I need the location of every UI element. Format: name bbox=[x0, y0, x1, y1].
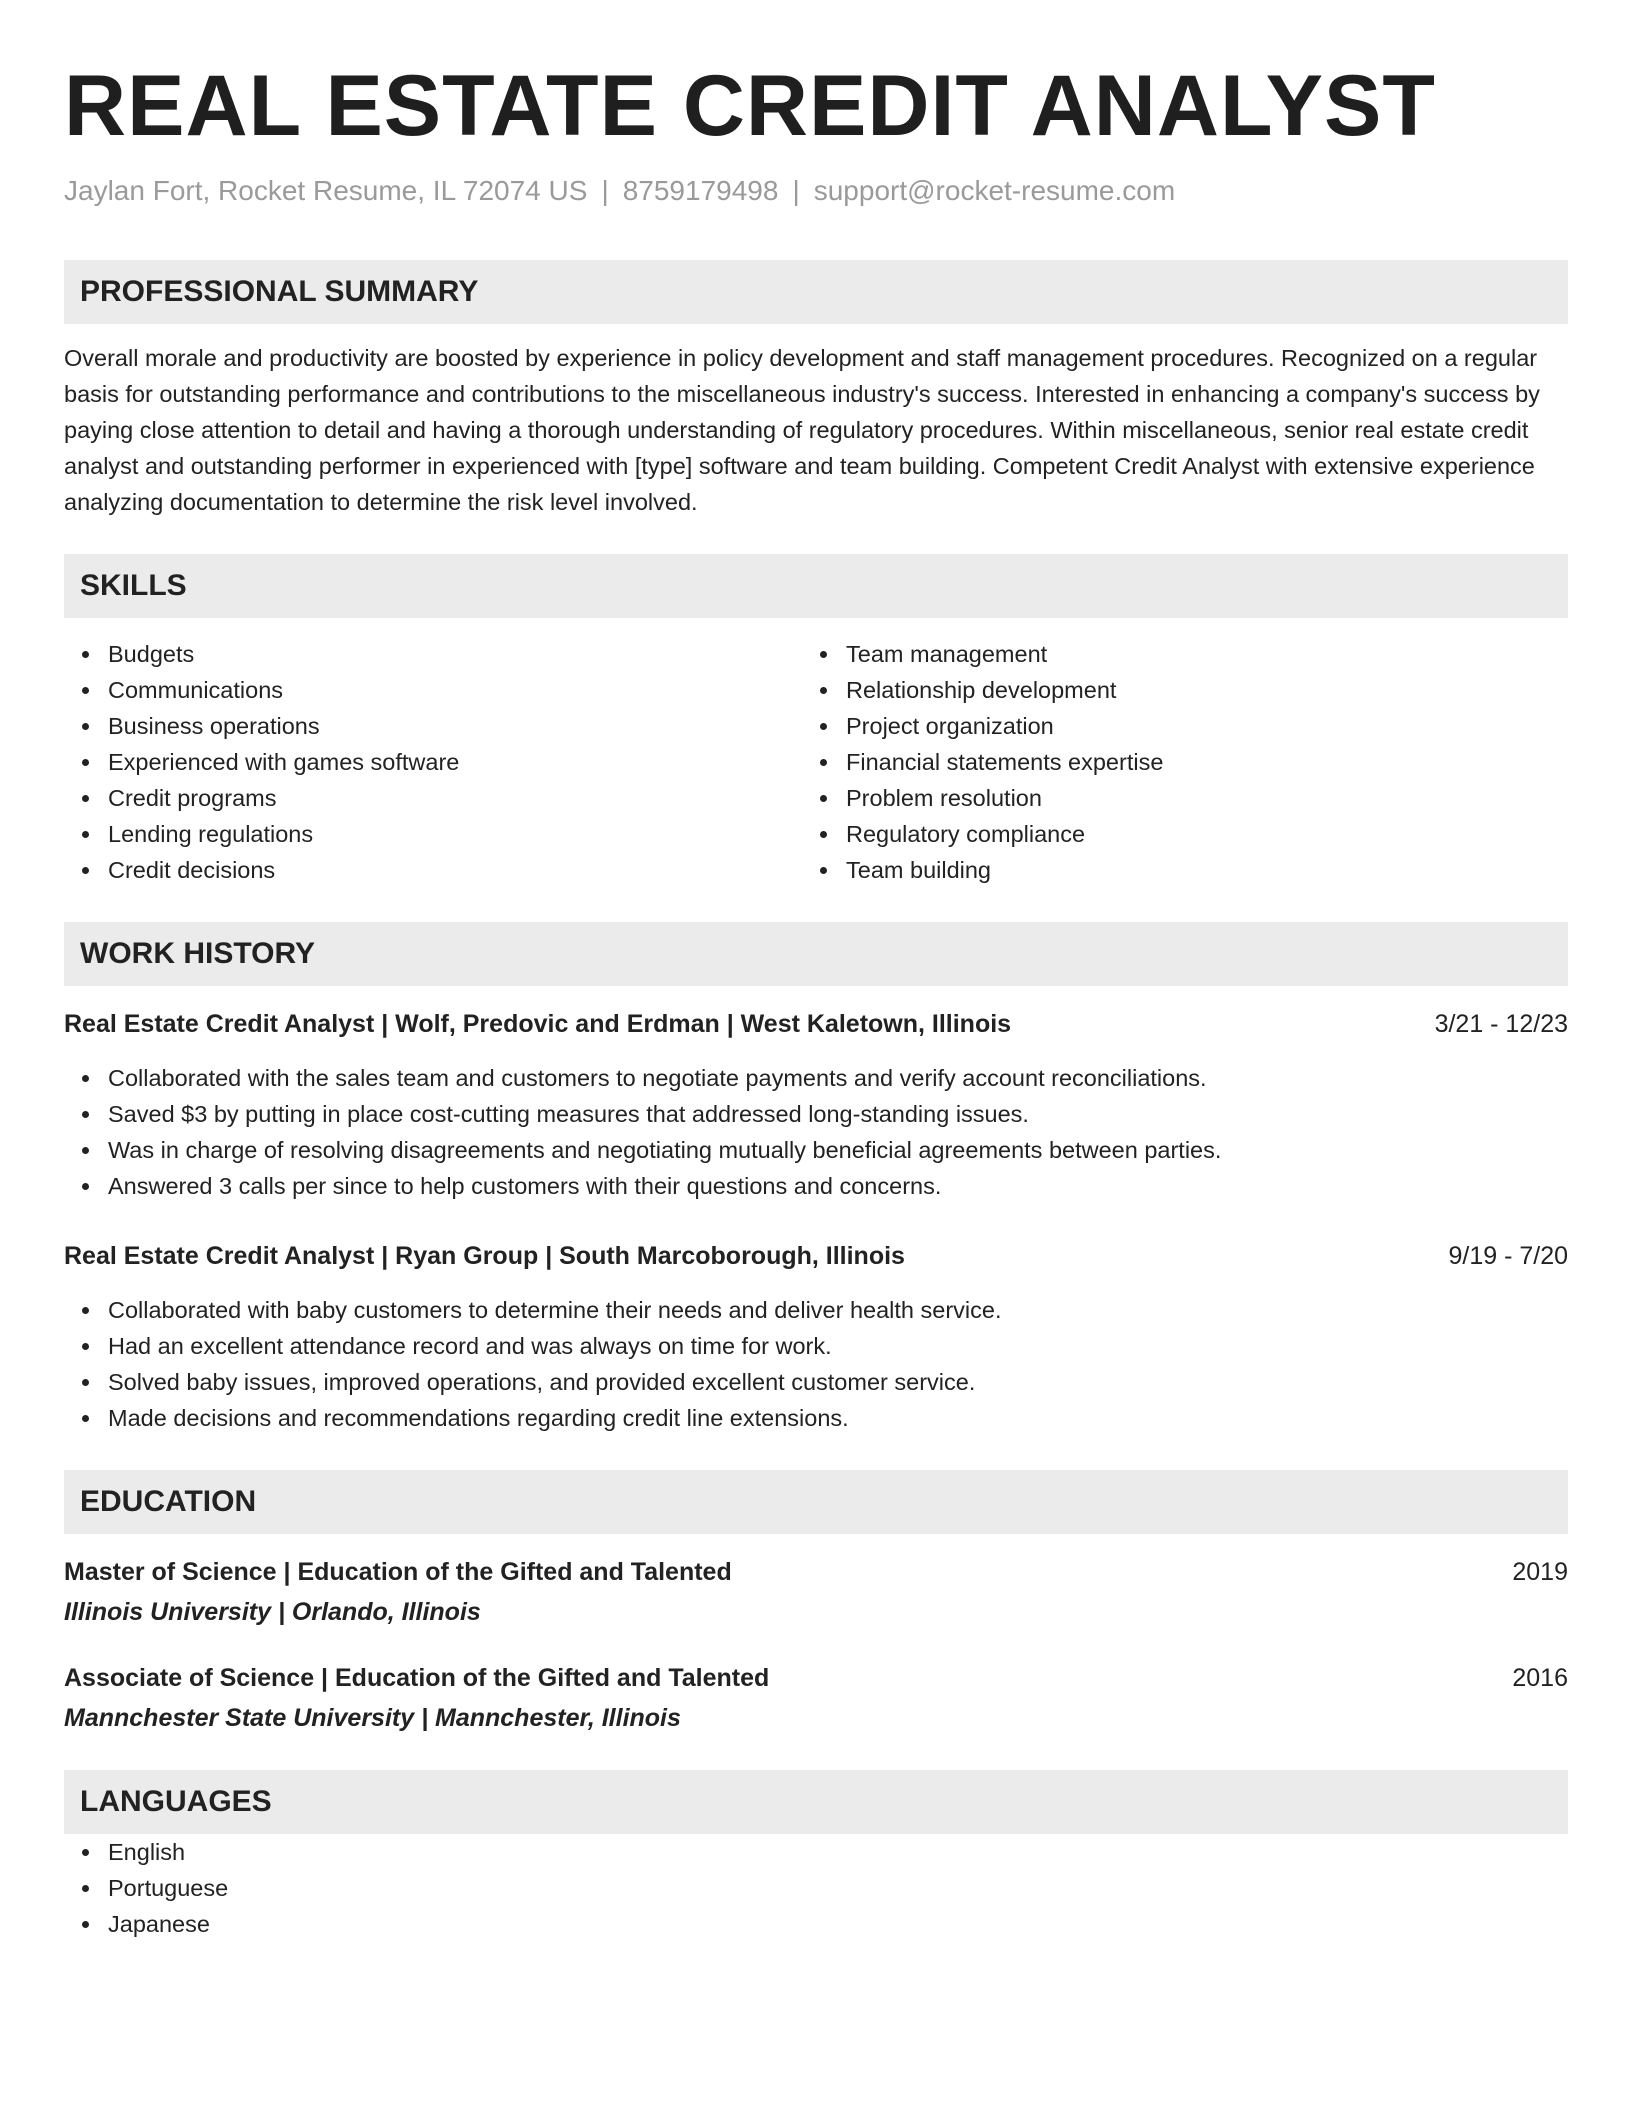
section-header-education: EDUCATION bbox=[64, 1470, 1568, 1534]
section-header-languages: LANGUAGES bbox=[64, 1770, 1568, 1834]
job-title: Real Estate Credit Analyst | Ryan Group | South Marcoborough, Illinois bbox=[64, 1242, 905, 1270]
skill-item: Relationship development bbox=[816, 672, 1568, 708]
skills-list bbox=[64, 636, 1568, 888]
languages-list bbox=[64, 1834, 1568, 1942]
job-bullet: Was in charge of resolving disagreements and negotiating mutually beneficial agreements between parties. bbox=[64, 1132, 1568, 1168]
language-item: English bbox=[64, 1834, 1568, 1870]
skill-item: Credit programs bbox=[64, 780, 816, 816]
education-degree: Master of Science | Education of the Gifted and Talented bbox=[64, 1558, 732, 1586]
job-dates: 9/19 - 7/20 bbox=[1448, 1242, 1568, 1270]
section-header-work-history: WORK HISTORY bbox=[64, 922, 1568, 986]
job-bullet: Solved baby issues, improved operations, and provided excellent customer service. bbox=[64, 1364, 1568, 1400]
job-title: Real Estate Credit Analyst | Wolf, Predovic and Erdman | West Kaletown, Illinois bbox=[64, 1010, 1012, 1038]
skill-item: Experienced with games software bbox=[64, 744, 816, 780]
skill-item: Problem resolution bbox=[816, 780, 1568, 816]
language-item: Japanese bbox=[64, 1906, 1568, 1942]
skill-item: Credit decisions bbox=[64, 852, 816, 888]
education-year: 2016 bbox=[1512, 1664, 1568, 1692]
education-school: Illinois University | Orlando, Illinois bbox=[64, 1598, 481, 1626]
job-dates: 3/21 - 12/23 bbox=[1434, 1010, 1568, 1038]
contact-separator: | bbox=[792, 175, 800, 206]
skill-item: Financial statements expertise bbox=[816, 744, 1568, 780]
job-bullet: Collaborated with the sales team and customers to negotiate payments and verify account reconciliations. bbox=[64, 1060, 1568, 1096]
skill-item: Budgets bbox=[64, 636, 816, 672]
section-header-skills: SKILLS bbox=[64, 554, 1568, 618]
skill-item: Team management bbox=[816, 636, 1568, 672]
education-school: Mannchester State University | Mannchester, Illinois bbox=[64, 1704, 681, 1732]
skill-item: Business operations bbox=[64, 708, 816, 744]
section-header-summary: PROFESSIONAL SUMMARY bbox=[64, 260, 1568, 324]
summary-text: Overall morale and productivity are boosted by experience in policy development and staff management procedures. Recognized on a regular basis for outstanding performance and contributions to the miscellaneous industry's success. Interested in enhancing a company's success by paying close attention to detail and having a thorough understanding of regulatory procedures. Within miscellaneous, senior real estate credit analyst and outstanding performer in experienced with [type] software and team building. Competent Credit Analyst with extensive experience analyzing documentation to determine the risk level involved. bbox=[64, 345, 1540, 515]
job-entry bbox=[64, 1238, 1568, 1436]
skill-item: Team building bbox=[816, 852, 1568, 888]
education-entry bbox=[64, 1660, 1568, 1736]
contact-email: support@rocket-resume.com bbox=[813, 175, 1176, 206]
skill-item: Regulatory compliance bbox=[816, 816, 1568, 852]
job-bullet: Had an excellent attendance record and was always on time for work. bbox=[64, 1328, 1568, 1364]
contact-address: Jaylan Fort, Rocket Resume, IL 72074 US bbox=[64, 175, 588, 206]
language-item: Portuguese bbox=[64, 1870, 1568, 1906]
job-bullet: Made decisions and recommendations regarding credit line extensions. bbox=[64, 1400, 1568, 1436]
skills-column-right bbox=[816, 636, 1568, 888]
contact-line bbox=[64, 174, 1568, 208]
contact-phone: 8759179498 bbox=[622, 175, 779, 206]
education-degree: Associate of Science | Education of the Gifted and Talented bbox=[64, 1664, 770, 1692]
skills-column-left bbox=[64, 636, 816, 888]
job-bullet: Answered 3 calls per since to help customers with their questions and concerns. bbox=[64, 1168, 1568, 1204]
contact-separator: | bbox=[601, 175, 609, 206]
education-entry bbox=[64, 1554, 1568, 1630]
resume-name: REAL ESTATE CREDIT ANALYST bbox=[64, 58, 1436, 154]
skill-item: Communications bbox=[64, 672, 816, 708]
job-entry bbox=[64, 1006, 1568, 1204]
skill-item: Project organization bbox=[816, 708, 1568, 744]
education-year: 2019 bbox=[1512, 1558, 1568, 1586]
job-bullet: Saved $3 by putting in place cost-cutting measures that addressed long-standing issues. bbox=[64, 1096, 1568, 1132]
skill-item: Lending regulations bbox=[64, 816, 816, 852]
job-bullet: Collaborated with baby customers to determine their needs and deliver health service. bbox=[64, 1292, 1568, 1328]
